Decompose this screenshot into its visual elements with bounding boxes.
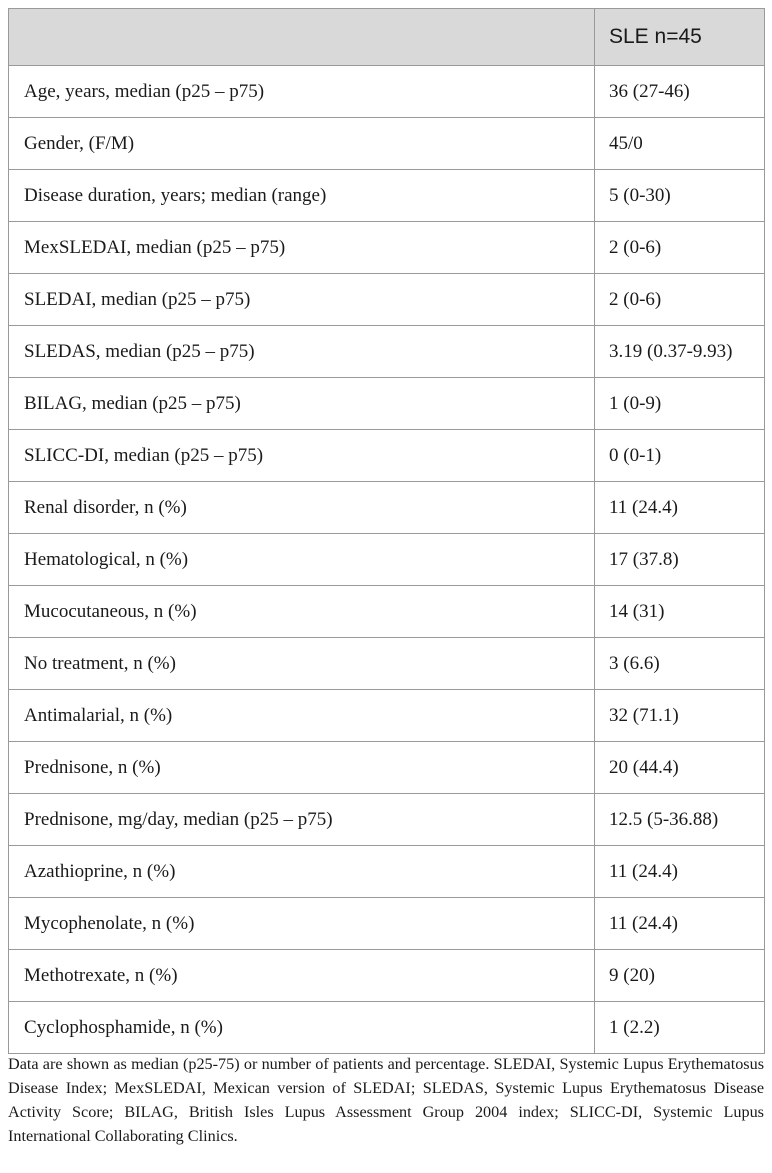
header-cell-variable: [9, 9, 595, 66]
table-row: [9, 118, 765, 170]
row-value: 20 (44.4): [595, 742, 765, 794]
row-label: Prednisone, mg/day, median (p25 – p75): [9, 794, 595, 846]
row-value: 2 (0-6): [595, 274, 765, 326]
table-row: [9, 378, 765, 430]
row-label: Renal disorder, n (%): [9, 482, 595, 534]
row-label: Hematological, n (%): [9, 534, 595, 586]
row-value: 1 (2.2): [595, 1002, 765, 1054]
table-row: [9, 534, 765, 586]
row-label: Age, years, median (p25 – p75): [9, 66, 595, 118]
row-label: Mucocutaneous, n (%): [9, 586, 595, 638]
row-value: 0 (0-1): [595, 430, 765, 482]
row-label: Prednisone, n (%): [9, 742, 595, 794]
table-row: [9, 898, 765, 950]
row-label: Azathioprine, n (%): [9, 846, 595, 898]
table-row: [9, 638, 765, 690]
row-value: 11 (24.4): [595, 846, 765, 898]
table-row: [9, 66, 765, 118]
table-row: [9, 326, 765, 378]
table-row: [9, 430, 765, 482]
row-value: 17 (37.8): [595, 534, 765, 586]
table-row: [9, 586, 765, 638]
row-label: No treatment, n (%): [9, 638, 595, 690]
row-value: 45/0: [595, 118, 765, 170]
table-row: [9, 482, 765, 534]
table-row: [9, 794, 765, 846]
row-label: BILAG, median (p25 – p75): [9, 378, 595, 430]
row-value: 3 (6.6): [595, 638, 765, 690]
row-label: SLICC-DI, median (p25 – p75): [9, 430, 595, 482]
row-value: 9 (20): [595, 950, 765, 1002]
row-label: Methotrexate, n (%): [9, 950, 595, 1002]
row-value: 11 (24.4): [595, 898, 765, 950]
row-value: 3.19 (0.37-9.93): [595, 326, 765, 378]
row-label: SLEDAI, median (p25 – p75): [9, 274, 595, 326]
table-row: [9, 222, 765, 274]
table-footnote: Data are shown as median (p25-75) or number of patients and percentage. SLEDAI, Systemic Lupus Erythematosus Disease Index; MexSLEDAI, Mexican version of SLEDAI; SLEDAS, Systemic Lupus Erythematosus Disease Activity Score; BILAG, British Isles Lupus Assessment Group 2004 index; SLICC-DI, Systemic Lupus International Collaborating Clinics.: [8, 1055, 764, 1146]
row-label: Antimalarial, n (%): [9, 690, 595, 742]
table-row: [9, 170, 765, 222]
row-label: Cyclophosphamide, n (%): [9, 1002, 595, 1054]
row-label: Gender, (F/M): [9, 118, 595, 170]
header-cell-sle: SLE n=45: [595, 9, 765, 66]
table-row: [9, 1002, 765, 1054]
table-header-row: [9, 9, 765, 66]
table-row: [9, 742, 765, 794]
row-value: 14 (31): [595, 586, 765, 638]
row-label: Mycophenolate, n (%): [9, 898, 595, 950]
row-label: MexSLEDAI, median (p25 – p75): [9, 222, 595, 274]
characteristics-table-container: [8, 8, 764, 1054]
table-row: [9, 274, 765, 326]
row-label: Disease duration, years; median (range): [9, 170, 595, 222]
row-value: 36 (27-46): [595, 66, 765, 118]
characteristics-table: [8, 8, 765, 1054]
row-value: 32 (71.1): [595, 690, 765, 742]
row-value: 11 (24.4): [595, 482, 765, 534]
row-value: 12.5 (5-36.88): [595, 794, 765, 846]
row-label: SLEDAS, median (p25 – p75): [9, 326, 595, 378]
row-value: 2 (0-6): [595, 222, 765, 274]
table-row: [9, 846, 765, 898]
row-value: 1 (0-9): [595, 378, 765, 430]
table-row: [9, 690, 765, 742]
row-value: 5 (0-30): [595, 170, 765, 222]
table-row: [9, 950, 765, 1002]
